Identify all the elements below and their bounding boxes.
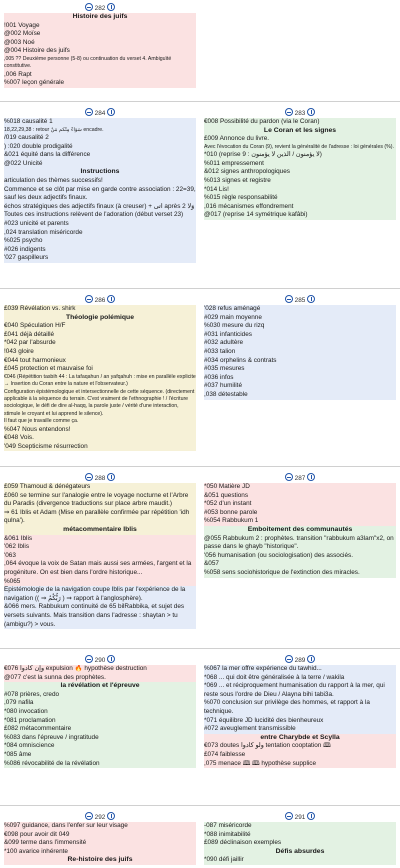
section-title: métacommentaire Iblis [4, 526, 196, 535]
globe-icon [285, 473, 293, 481]
card-line: %025 psycho [4, 237, 196, 246]
card-285 [202, 295, 398, 400]
section-title: Re-histoire des juifs [4, 856, 196, 865]
card-line: £045 protection et mauvaise foi [4, 365, 196, 374]
card-line: '056 humanisation (ou sociologisation) des associés. [204, 552, 396, 561]
card-line: '062 Iblis [4, 543, 196, 552]
section-title: la révélation et l'épreuve [4, 682, 196, 691]
card-number: 291 [294, 814, 306, 821]
card-line: *052 d'un instant [204, 500, 396, 509]
card-line: articulation des thèmes successifs! [4, 177, 196, 186]
card-282 [2, 3, 198, 88]
card-number: 286 [94, 297, 106, 304]
info-icon[interactable] [307, 473, 315, 481]
card-line: @002 Moïse [4, 30, 196, 39]
card-line: *071 équilibre JD lucidité des bienheureux [204, 717, 396, 726]
card-header [4, 812, 196, 822]
card-290 [2, 655, 198, 768]
card-line: ,016 mécanismes effondrement [204, 203, 396, 212]
card-line: Épistémologie de la navigation coupe Iblis par l'expérience de la navigation (( ⇒ رَبُّكُمُ ) ⇒ rapport à l'anglosphère). [4, 586, 196, 603]
info-icon[interactable] [107, 108, 115, 116]
card-line: ,005 ?? Deuxième personne (5-8) ou continuation du verset 4. Ambiguïté constitutive. [4, 56, 196, 71]
card-line: ,079 nafila [4, 699, 196, 708]
card-header [4, 108, 196, 118]
card-line: €046 (Répétition tasbih 44 : La tafaqahun / an yafqahuh : mise en parallèle explicite → Insertion du Coran entre la nature et l'observateur.) [4, 373, 196, 388]
card-line: #029 main moyenne [204, 314, 396, 323]
card-line: &099 terme dans l'immensité [4, 839, 196, 848]
card-line: %054 Rabbukum 1 [204, 517, 396, 526]
card-line: %030 mesure du rizq [204, 322, 396, 331]
info-icon[interactable] [307, 295, 315, 303]
section-title: Instructions [4, 168, 196, 177]
card-line: £009 Annonce du livre. [204, 135, 396, 144]
separator [0, 288, 400, 289]
card-289 [202, 655, 398, 768]
card-line: %070 conclusion sur privilège des hommes, et rapport à la technique. [204, 699, 396, 716]
card-line: £041 déjà détaillé [4, 331, 196, 340]
globe-icon [285, 655, 293, 663]
card-line: *014 Lis! [204, 186, 396, 195]
separator [0, 466, 400, 467]
card-line: €040 Spéculation H/F [4, 322, 196, 331]
card-286 [2, 295, 198, 451]
card-line: %013 signes et registre [204, 177, 396, 186]
info-icon[interactable] [307, 812, 315, 820]
globe-icon [285, 108, 293, 116]
card-header [4, 473, 196, 483]
card-line: #072 aveuglement transmissible [204, 725, 396, 734]
card-line: !001 Voyage [4, 22, 196, 31]
card-line: %086 révocabilité de la révélation [4, 760, 196, 769]
card-line: &012 signes anthropologiques [204, 168, 396, 177]
card-line: %011 empressement [204, 160, 396, 169]
card-number: 285 [294, 297, 306, 304]
card-line: ,024 translation miséricorde [4, 229, 196, 238]
card-header [204, 655, 396, 665]
card-line: £082 métacommentaire [4, 725, 196, 734]
card-header [204, 812, 396, 822]
card-291 [202, 812, 398, 865]
card-line: @077 c'est la sunna des prophètes. [4, 674, 196, 683]
card-line: &051 questions [204, 492, 396, 501]
info-icon[interactable] [107, 655, 115, 663]
card-line: *084 omniscience [4, 742, 196, 751]
card-line: #031 infanticides [204, 331, 396, 340]
card-line: &061 Iblis [4, 535, 196, 544]
info-icon[interactable] [107, 3, 115, 11]
info-icon[interactable] [107, 812, 115, 820]
separator [0, 805, 400, 806]
card-line: échos stratégiques des adjectifs finaux (à creuser) + آتی après 2 وَلا [4, 202, 195, 210]
card-line: @003 Noé [4, 39, 196, 48]
card-line: #037 humilité [204, 382, 396, 391]
globe-icon [85, 295, 93, 303]
card-284 [2, 108, 198, 263]
section-title: Théologie polémique [4, 314, 196, 323]
card-line: £074 faiblesse [204, 751, 396, 760]
card-number: 284 [94, 110, 106, 117]
globe-icon [285, 812, 293, 820]
card-line: €098 pour avoir dit 049 [4, 831, 196, 840]
card-line: @004 Histoire des juifs [4, 47, 196, 56]
card-line: *100 avarice inhérente [4, 848, 196, 857]
card-line: #032 adultère [204, 339, 396, 348]
card-line: 18,22,29,38 : retour سَوَاءً مِنْكُم مَنْ encadre. [4, 127, 196, 134]
card-number: 283 [294, 110, 306, 117]
info-icon[interactable] [307, 655, 315, 663]
globe-icon [85, 3, 93, 11]
card-number: 292 [94, 814, 106, 821]
card-line: #026 indigents [4, 246, 196, 255]
card-line: %047 Nous entendons! [4, 426, 196, 435]
card-line: £089 déclinaison exemples [204, 839, 396, 848]
card-line: *080 invocation [4, 708, 196, 717]
info-icon[interactable] [307, 108, 315, 116]
card-number: 287 [294, 475, 306, 482]
card-header [4, 295, 196, 305]
card-number: 289 [294, 657, 306, 664]
globe-icon [285, 295, 293, 303]
card-line: %015 règle responsabilité [204, 194, 396, 203]
card-line: '049 Scepticisme résurrection [4, 443, 196, 452]
card-line: Configuration épistémologique et intersectionnelle de cette séquence. (directement applicable à la séquence du terrain. C'est vraiment de l'ethnographie ! / l'écriture sociologique, le défi de dire al-haqq, la parole juste / vérité d'une interaction, stimule le croyant et lui apprend le silence). [4, 388, 195, 417]
card-292 [2, 812, 198, 865]
globe-icon [85, 812, 93, 820]
info-icon[interactable] [107, 295, 115, 303]
card-line: *085 âme [4, 751, 196, 760]
card-line: #078 prières, credo [4, 691, 196, 700]
section-title: Défis absurdes [204, 848, 396, 857]
card-line: '028 refus aménagé [204, 305, 396, 314]
section-title: entre Charybde et Scylla [204, 734, 396, 743]
card-number: 290 [94, 657, 106, 664]
card-header [204, 473, 396, 483]
card-header [204, 108, 396, 118]
card-line: @055 Rabbukum 2 : prophètes. transition "rabbukum a3lam"x2, on passe dans le ghayb "historique". [204, 535, 396, 552]
card-283 [202, 108, 398, 220]
card-line: %083 dans l'épreuve / ingratitude [4, 734, 196, 743]
card-line: *042 par l'absurde [4, 339, 196, 348]
card-line: Toutes ces instructions relèvent de l'adoration (début verset 23) [4, 211, 196, 220]
card-line: *090 défi jaillir [204, 856, 396, 865]
card-line: Il faut que je travaille comme ça. [4, 418, 196, 425]
card-line: ) :020 double prodigalité [4, 143, 196, 152]
card-line: *088 inimitabilité [204, 831, 396, 840]
section-title: Histoire des juifs [4, 13, 196, 22]
card-line: *050 Matière JD [204, 483, 396, 492]
card-288 [2, 473, 198, 629]
card-line: ,038 détestable [204, 391, 396, 400]
card-line: @017 (reprise 14 symétrique kafâbi) [204, 211, 396, 220]
card-line: *068 ... qui doit être généralisée à la terre / wakila [204, 674, 396, 683]
globe-icon [85, 473, 93, 481]
card-line: £059 Thamoud & dénégateurs [4, 483, 196, 492]
separator [0, 648, 400, 649]
card-line: ,006 Rapt [4, 71, 196, 80]
card-line: *081 proclamation [4, 717, 196, 726]
card-line: Commence et se clôt par mise en garde contre association : 22=39, sauf les deux adjectifs finaux. [4, 185, 196, 202]
card-line: &066 mers. Rabbukum continuité de 65 bilRabbika, et sujet des versets suivants. Mais transition dans l'adresse : shaytan > tu (ambigu?) > vous. [4, 603, 196, 629]
card-line: €044 tout harmonieux [4, 357, 196, 366]
card-line: #036 infos [204, 374, 396, 383]
card-line: Avec l'évocation du Coran (9), revient la généralité de l'adresse : loi générales (%). [204, 144, 396, 151]
card-line: &021 équité dans la différence [4, 151, 196, 160]
card-header [204, 295, 396, 305]
card-line: #034 orphelins & contrats [204, 357, 396, 366]
card-header [4, 3, 196, 13]
card-number: 288 [94, 475, 106, 482]
card-line: £039 Révélation vs. shirk [4, 305, 196, 314]
card-line: €048 Vois. [4, 434, 196, 443]
section-title: Le Coran et les signes [204, 127, 396, 136]
separator [0, 101, 400, 102]
card-line: '063 [4, 552, 196, 561]
card-line: £060 se termine sur l'analogie entre le voyage nocturne et l'Arbre du Paradis (divergence traductions sur place arbre maudit.) [4, 492, 196, 509]
card-line: %065 [4, 578, 196, 587]
card-line: ⇒ 61 Iblis et Adam (Mise en parallèle confirmée par répétition 'idh qulna'). [4, 509, 196, 526]
card-line: ,075 menace 🕮 🕮 hypothèse supplice [204, 760, 396, 769]
card-line: -087 miséricorde [204, 822, 396, 831]
card-line: ,064 évoque la voix de Satan mais aussi ses armées, l'argent et la progéniture. On est bien dans l'ordre historique... [4, 560, 196, 577]
card-line: &057 [204, 560, 396, 569]
info-icon[interactable] [107, 473, 115, 481]
card-line: %097 guidance, dans l'enfer sur leur visage [4, 822, 196, 831]
card-line: #035 mesures [204, 365, 396, 374]
card-line: /019 causalité 2 [4, 134, 196, 143]
card-number: 282 [94, 5, 106, 12]
card-line: %067 la mer offre expérience du tawhid... [204, 665, 396, 674]
card-287 [202, 473, 398, 578]
card-line: %018 causalité 1 [4, 118, 196, 127]
card-line: €073 doutes ولو كادوا tentation cooptation 🕮 [204, 742, 396, 751]
card-line: €076 وإن كادوا expulsion 🔥 hypothèse destruction [4, 665, 196, 674]
card-line: *069 ... et réciproquement humanisation du rapport à la mer, qui reste sous l'ordre de Dieu / Alayna bihi tabi3a. [204, 682, 396, 699]
card-line: %058 sens sociohistorique de l'extinction des miracles. [204, 569, 396, 578]
card-line: %007 leçon générale [4, 79, 196, 88]
card-line: €008 Possibilité du pardon (via le Coran) [204, 118, 396, 127]
card-line: #023 unicité et parents [4, 220, 196, 229]
card-line: !043 gloire [4, 348, 196, 357]
globe-icon [85, 655, 93, 663]
card-line: #053 bonne parole [204, 509, 396, 518]
card-line: '027 gaspilleurs [4, 254, 196, 263]
card-line: #033 talion [204, 348, 396, 357]
card-line: @022 Unicité [4, 160, 196, 169]
card-line: *010 (reprise 9 : لا يؤمنون / الذين لا يؤمنون) [204, 151, 396, 160]
card-header [4, 655, 196, 665]
globe-icon [85, 108, 93, 116]
section-title: Emboitement des communautés [204, 526, 396, 535]
